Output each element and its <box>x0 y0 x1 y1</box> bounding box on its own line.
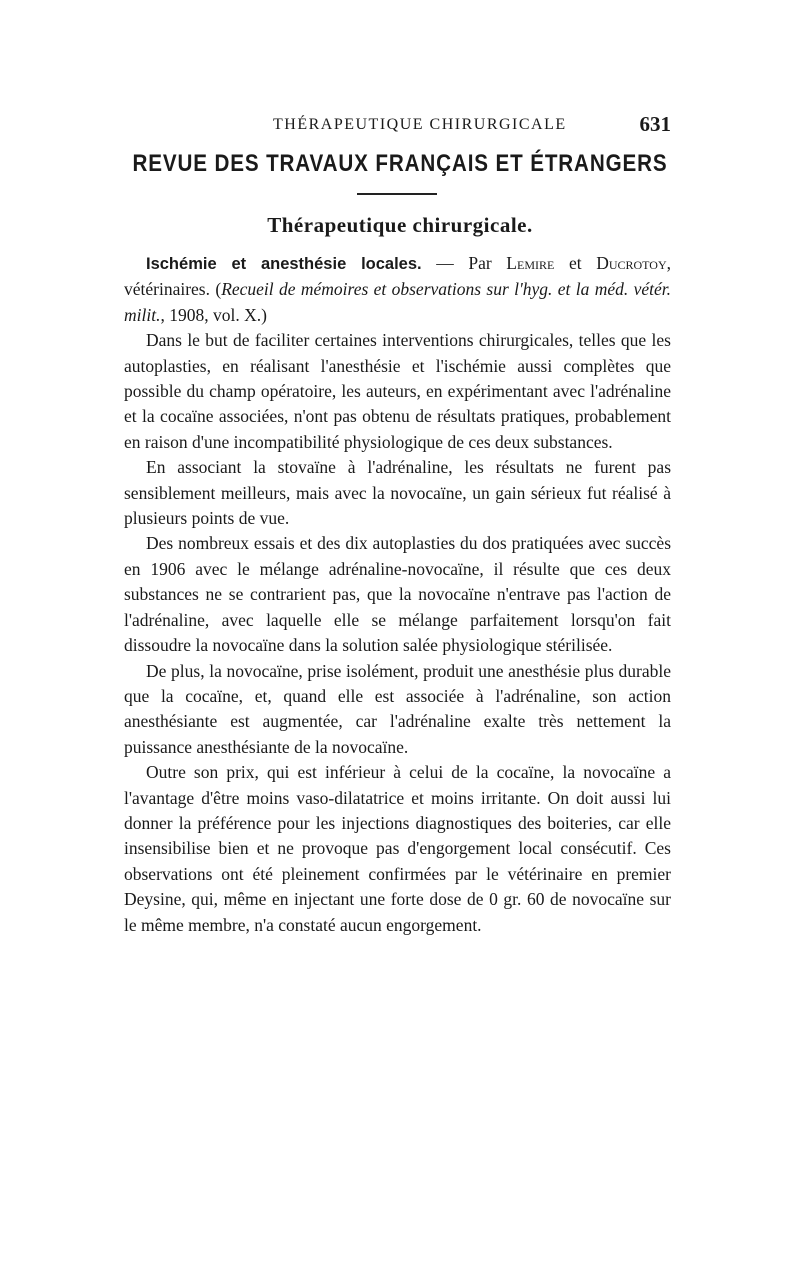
paragraph: Des nombreux essais et des dix autoplasties du dos pratiquées avec succès en 1906 avec le mélange adrénaline-novocaïne, il résulte que ces deux substances ne se contrarient pas, que la novocaïne n'entrave pas l'action de l'adrénaline, avec laquelle elle se mélange parfaitement lorsqu'on fait dissoudre la novocaïne dans la solution salée physiologique stérilisée. <box>124 533 671 656</box>
source-citation: Recueil de mémoires et observations sur l'hyg. et la méd. vétér. milit. <box>124 279 671 325</box>
author-name: Lemire <box>506 253 555 273</box>
article-heading: Ischémie et anesthésie locales. <box>146 255 422 273</box>
page-number: 631 <box>639 112 671 136</box>
author-join: et <box>554 253 597 273</box>
subsection-title: Thérapeutique chirurgicale. <box>267 213 533 237</box>
title-rule <box>357 193 437 195</box>
section-title: REVUE DES TRAVAUX FRANÇAIS ET ÉTRANGERS <box>132 150 668 177</box>
article-intro <box>124 251 671 328</box>
author-prefix: — Par <box>436 253 507 273</box>
paragraph: Outre son prix, qui est inférieur à celui de la cocaïne, la novocaïne a l'avantage d'être moins vaso-dilatatrice et moins irritante. On doit aussi lui donner la préférence pour les injections diagnostiques des boiteries, car elle insensibilise bien et ne provoque pas d'engorgement local consécutif. Ces observations ont été pleinement confirmées par le vétérinaire en premier Deysine, qui, même en injectant une forte dose de 0 gr. 60 de novocaïne sur le même membre, n'a constaté aucun engorgement. <box>124 762 671 935</box>
paragraph: En associant la stovaïne à l'adrénaline, les résultats ne furent pas sensiblement meilleurs, mais avec la novocaïne, un gain sérieux fut réalisé à plusieurs points de vue. <box>124 457 671 529</box>
running-title: THÉRAPEUTIQUE CHIRURGICALE <box>273 116 567 133</box>
running-head <box>0 112 800 140</box>
paragraph: De plus, la novocaïne, prise isolément, produit une anesthésie plus durable que la cocaïne, et, quand elle est associée à l'adrénaline, son action anesthésiante est augmentée, car l'adrénaline exalte très nettement la puissance anesthésiante de la novocaïne. <box>124 660 671 757</box>
source-suffix: , 1908, vol. X.) <box>160 304 267 325</box>
article-body <box>124 251 671 938</box>
author-suffix: , vétérinaires. ( <box>124 253 672 300</box>
author-name: Ducrotoy <box>596 253 667 273</box>
paragraph: Dans le but de faciliter certaines interventions chirurgicales, telles que les autoplasties, en réalisant l'anesthésie et l'ischémie aussi complètes que possible du champ opératoire, les auteurs, en expérimentant avec l'adrénaline et la cocaïne associées, n'ont pas obtenu de résultats pratiques, probablement en raison d'une incompatibilité physiologique de ces deux substances. <box>124 330 671 452</box>
